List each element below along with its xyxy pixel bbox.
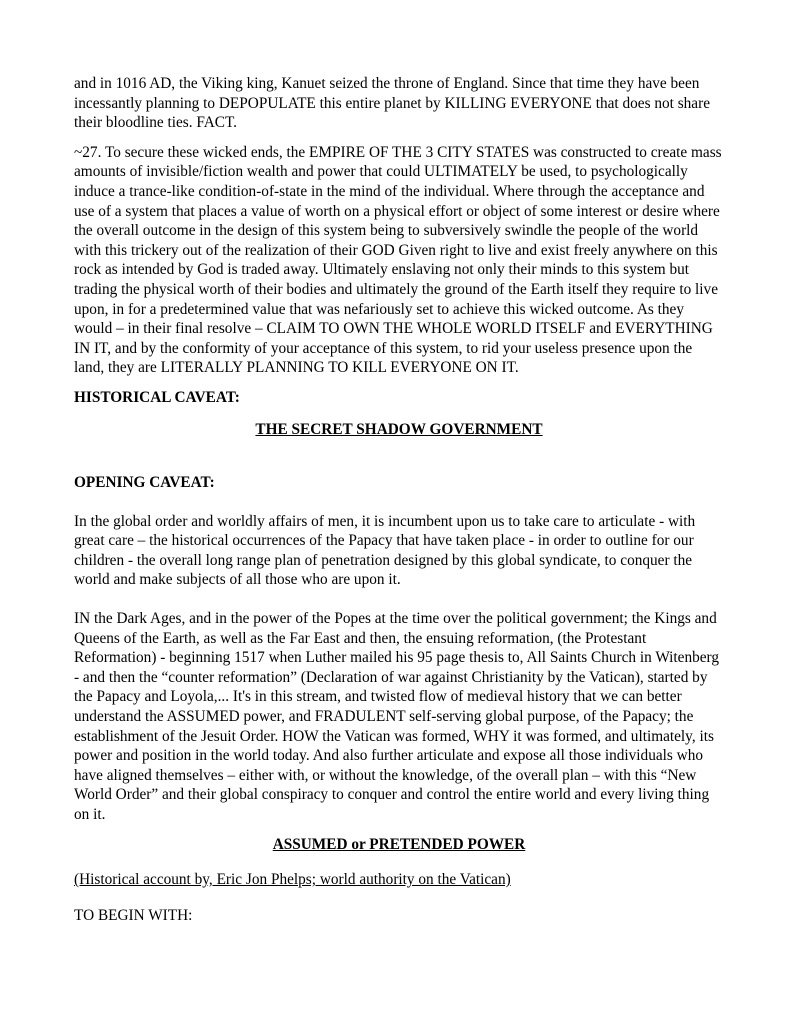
historical-caveat-label: HISTORICAL CAVEAT: [74, 388, 240, 406]
attribution-line: (Historical account by, Eric Jon Phelps; world authority on the Vatican) [74, 871, 511, 889]
opening-caveat-label: OPENING CAVEAT: [74, 474, 215, 492]
document-page [74, 74, 724, 925]
paragraph-kanuet: and in 1016 AD, the Viking king, Kanuet seized the throne of England. Since that time they have been incessantly planning to DEPOPULATE this entire planet by KILLING EVERYONE that does not share their bloodline ties. FACT. [74, 75, 710, 132]
paragraph-global-order: In the global order and worldly affairs of men, it is incumbent upon us to take care to articulate - with great care – the historical occurrences of the Papacy that have taken place - in order to outline for our children - the overall long range plan of penetration designed by this global syndicate, to conquer the world and make subjects of all those who are upon it. [74, 512, 696, 589]
heading-secret-shadow-government: THE SECRET SHADOW GOVERNMENT [255, 420, 543, 438]
to-begin-with: TO BEGIN WITH: [74, 906, 193, 924]
paragraph-dark-ages: IN the Dark Ages, and in the power of the Popes at the time over the political government; the Kings and Queens of the Earth, as well as the Far East and then, the ensuing reformation, (the Protestant Reformation) - beginning 1517 when Luther mailed his 95 page thesis to, All Saints Church in Witenberg - and then the “counter reformation” (Declaration of war against Christianity by the Vatican), started by the Papacy and Loyola,... It's in this stream, and twisted flow of medieval history that we can better understand the ASSUMED power, and FRADULENT self-serving global purpose, of the Papacy; the establishment of the Jesuit Order. HOW the Vatican was formed, WHY it was formed, and ultimately, its power and position in the world today. And also further articulate and expose all those individuals who have aligned themselves – either with, or without the knowledge, of the overall plan – with this “New World Order” and their global conspiracy to conquer and control the entire world and every living thing on it. [74, 610, 720, 823]
heading-assumed-power: ASSUMED or PRETENDED POWER [272, 835, 526, 853]
paragraph-empire-city-states: ~27. To secure these wicked ends, the EMPIRE OF THE 3 CITY STATES was constructed to create mass amounts of invisible/fiction wealth and power that could ULTIMATELY be used, to psychologically induce a trance-like condition-of-state in the mind of the individual. Where through the acceptance and use of a system that places a value of worth on a physical effort or object of some interest or desire where the overall outcome in the design of this system being to subversively swindle the people of the world with this trickery out of the realization of their GOD Given right to live and exist freely anywhere on this rock as intended by God is traded away. Ultimately enslaving not only their minds to this system but trading the physical worth of their bodies and ultimately the ground of the Earth itself they require to live upon, in for a predetermined value that was nefariously set to achieve this wicked outcome. As they would – in their final resolve – CLAIM TO OWN THE WHOLE WORLD ITSELF and EVERYTHING IN IT, and by the conformity of your acceptance of this system, to rid your useless presence upon the land, they are LITERALLY PLANNING TO KILL EVERYONE ON IT. [74, 143, 722, 377]
